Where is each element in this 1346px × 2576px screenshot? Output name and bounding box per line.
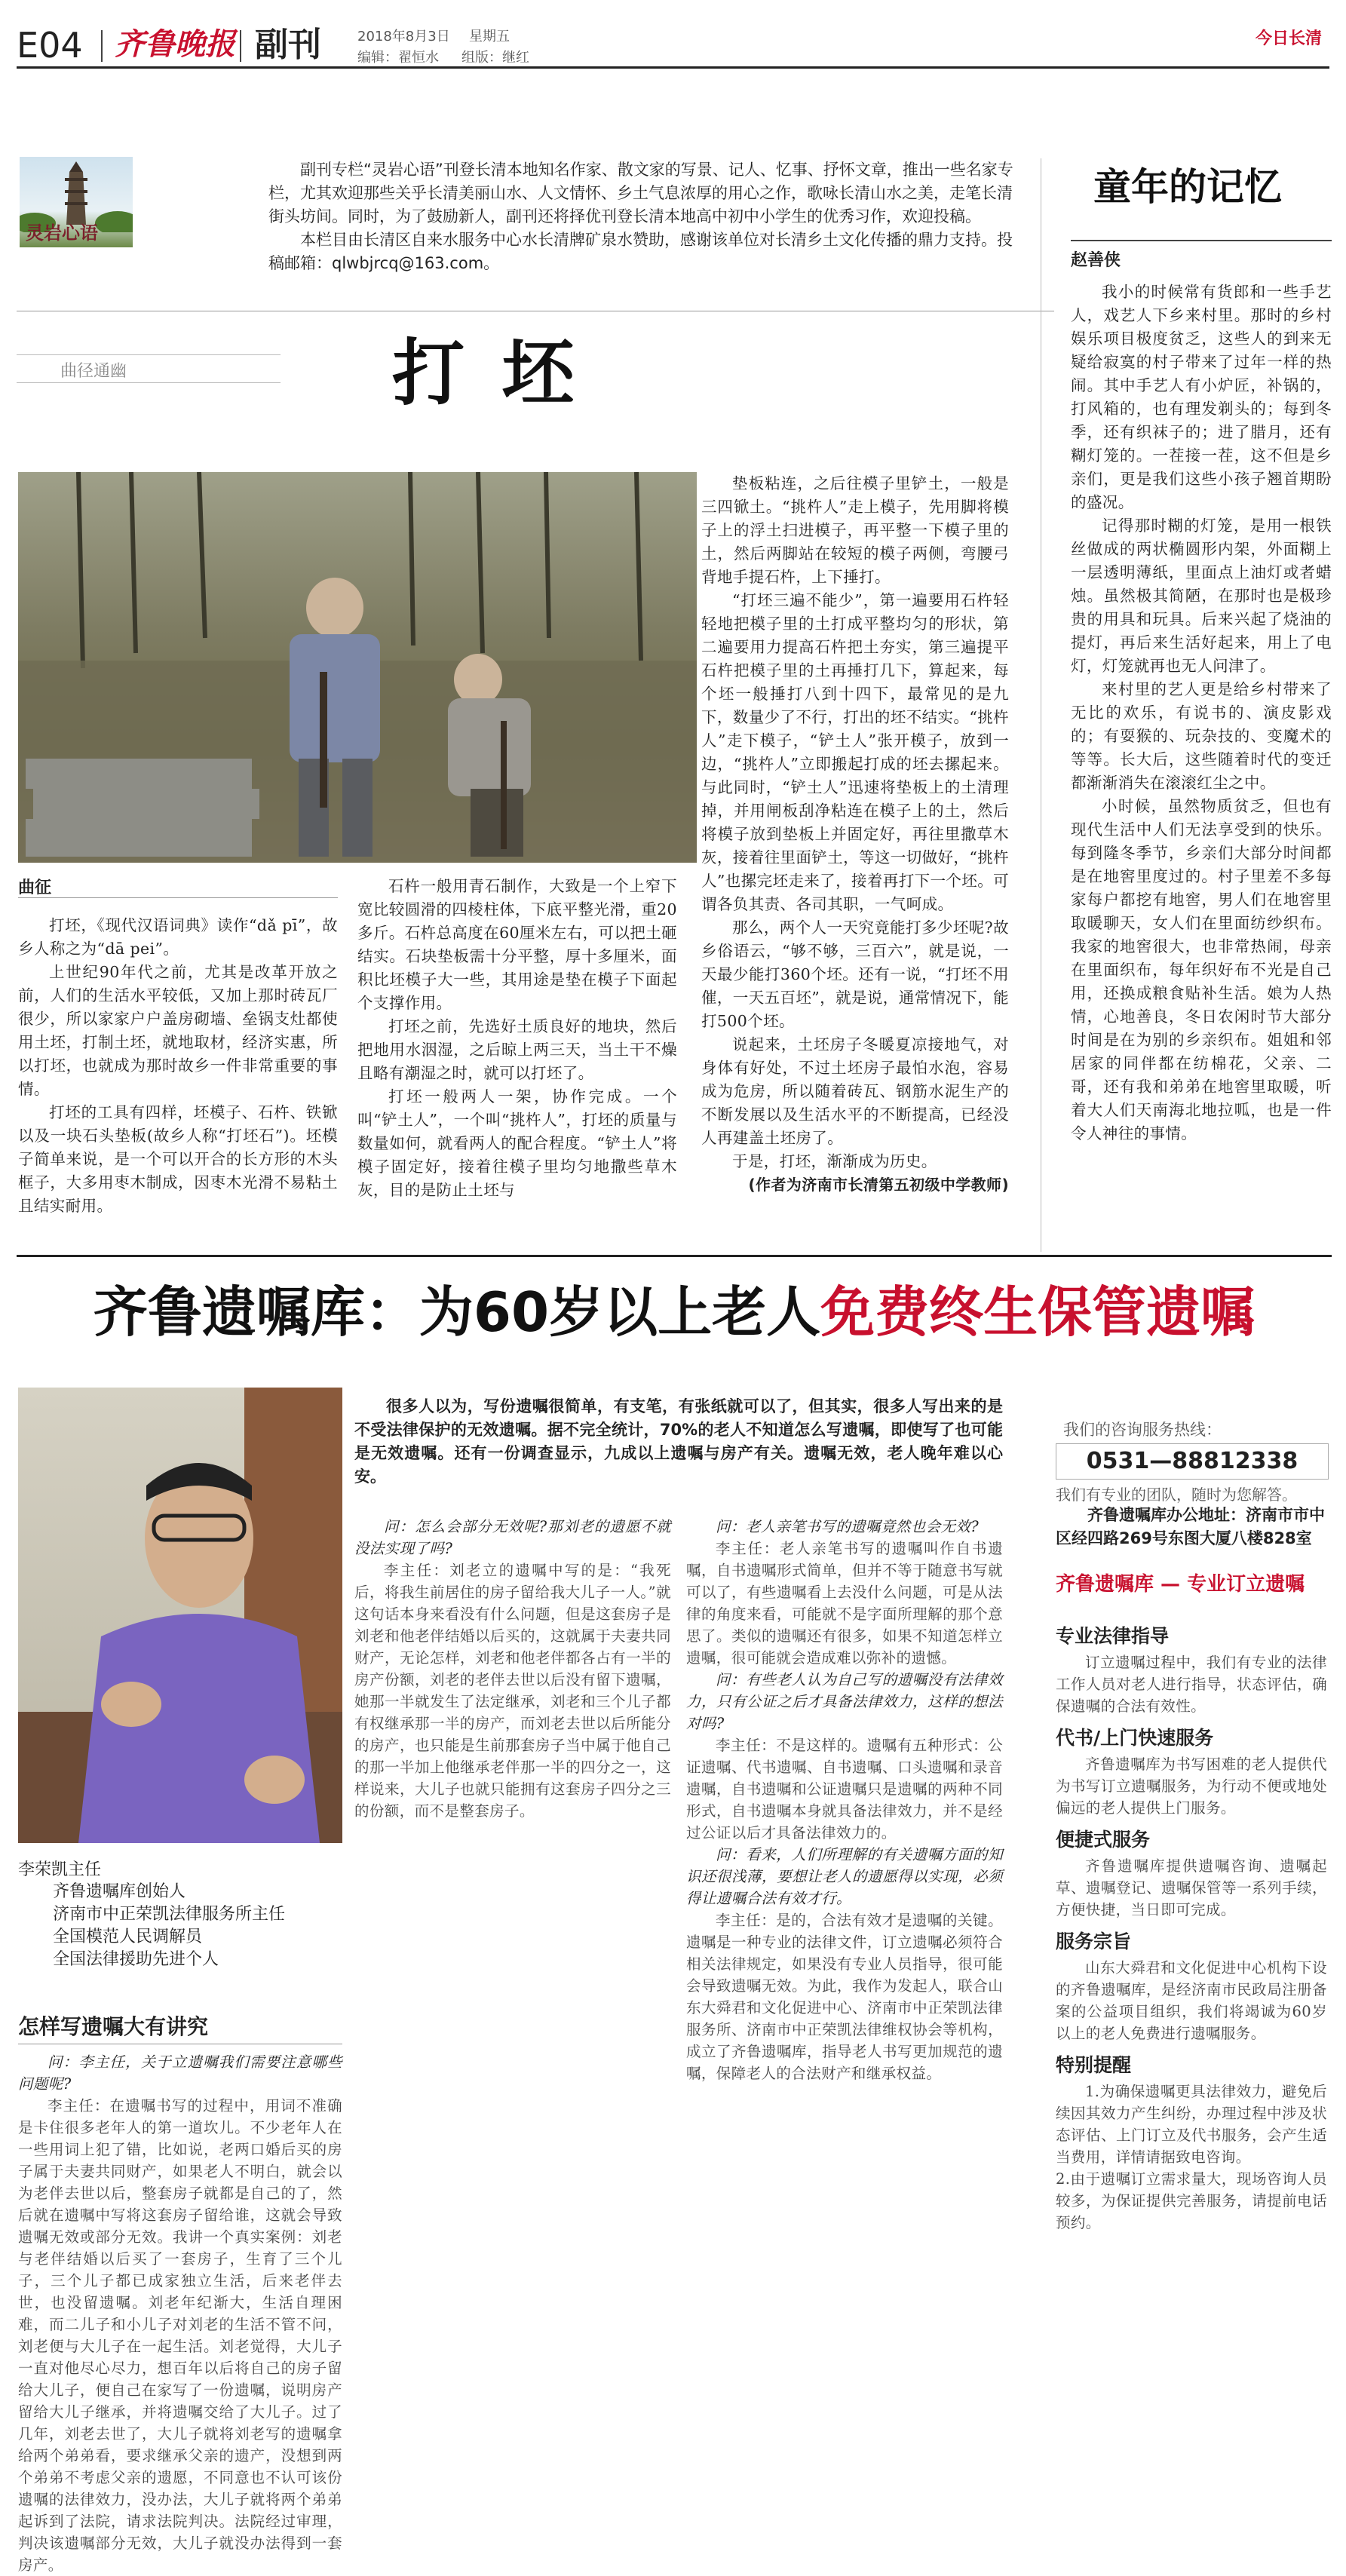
article-col1: [18, 914, 338, 1218]
qa-answer: 李主任：刘老立的遗嘱中写的是：“我死后，将我生前居住的房子留给我大儿子一人。”就这句话本身来看没有什么问题，但是这套房子是刘老和他老伴结婚以后买的，这就属于夫妻共同财产，无论怎样，刘老和他老伴都各占有一半的房产份额，刘老的老伴去世以后没有留下遗嘱，她那一半就发生了法定继承，刘老和三个儿子都有权继承那一半的房产，而刘老去世以后所能分的房产，也只能是生前那套房子当中属于他自己的那一半加上他继承老伴那一半的四分之一，这样说来，大儿子也就只能拥有这套房子四分之三的份额，而不是整套房子。: [354, 1562, 671, 1820]
ad-portrait: [18, 1388, 342, 1843]
col3-p4: 说起来，土坯房子冬暖夏凉接地气，对身体有好处，不过土坯房子最怕水泡，容易成为危房，所以随着砖瓦、钢筋水泥生产的不断发展以及生活水平的不断提高，已经没人再建盖土坯房了。: [701, 1035, 1009, 1147]
office-address: 齐鲁遗嘱库办公地址：济南市市中区经四路269号东图大厦八楼828室: [1056, 1506, 1325, 1547]
photo-illustration: [18, 472, 697, 863]
column-logo: [20, 157, 133, 247]
hotline-number-text: 0531—88812338: [1086, 1448, 1298, 1474]
ad-person-title: 全国法律援助先进个人: [53, 1950, 219, 1969]
column-logo-text: 灵岩心语: [26, 222, 98, 244]
team-note: 我们有专业的团队，随时为您解答。: [1056, 1486, 1297, 1504]
ad-person-title: 济南市中正荣凯法律服务所主任: [53, 1905, 286, 1924]
col1-p1: 打坯，《现代汉语词典》读作“dǎ pī”，故乡人称之为“dā pei”。: [18, 916, 338, 958]
service-title: 服务宗旨: [1056, 1930, 1132, 1952]
service-text: 山东大舜君和文化促进中心机构下设的齐鲁遗嘱库，是经济南市民政局注册备案的公益项目组织，我们将竭诚为60岁以上的老人免费进行遗嘱服务。: [1056, 1959, 1327, 2042]
hotline-intro: 我们的咨询服务热线：: [1063, 1421, 1222, 1439]
ad-slogan: 齐鲁遗嘱库 — 专业订立遗嘱: [1056, 1573, 1305, 1596]
ad-qa-col1: [18, 2051, 342, 2576]
masthead-divider: [101, 30, 103, 62]
col3-p5: 于是，打坯，渐渐成为历史。: [732, 1152, 937, 1170]
service-item: [1056, 1723, 1327, 1819]
article2-title: 童年的记忆: [1093, 165, 1282, 209]
section-name: 副刊: [255, 26, 321, 64]
article2-p4: 小时候，虽然物质贫乏，但也有现代生活中人们无法享受到的快乐。每到隆冬季节，乡亲们大部分时间都是在地窖里度过的。村子里差不多每家每户都挖有地窖，男人们在地窖里取暖聊天，女人们在里面纺纱织布。我家的地窖很大，也非常热闹，母亲在里面织布，每年织好布不光是自己用，还换成粮食贴补生活。娘为人热情，心地善良，冬日农闲时节大部分时间是在为别的乡亲织布。姐姐和邻居家的同伴都在纺棉花，父亲、二哥，还有我和弟弟在地窖里取暖，听着大人们天南海北地拉呱，也是一件令人神往的事情。: [1071, 797, 1332, 1142]
masthead-divider-2: [240, 30, 241, 62]
article2-p3: 来村里的艺人更是给乡村带来了无比的欢乐，有说书的、演皮影戏的；有耍猴的、玩杂技的、变魔术的等等。长大后，这些随着时代的变迁都渐渐消失在滚滚红尘之中。: [1071, 680, 1332, 792]
service-text: 齐鲁遗嘱库提供遗嘱咨询、遗嘱起草、遗嘱登记、遗嘱保管等一系列手续，方便快捷，当日即可完成。: [1056, 1857, 1327, 1918]
article-title: 打 坯: [392, 331, 581, 416]
qa-question: 问：老人亲笔书写的遗嘱竟然也会无效?: [716, 1518, 980, 1535]
service-title: 便捷式服务: [1056, 1829, 1151, 1851]
qa-question: 问：李主任，关于立遗嘱我们需要注意哪些问题呢?: [18, 2053, 342, 2093]
ad-person-title: 齐鲁遗嘱库创始人: [53, 1882, 186, 1901]
section-label-text: 曲径通幽: [60, 362, 127, 381]
ad-headline-part1: 齐鲁遗嘱库：为60岁以上老人: [93, 1280, 821, 1344]
article-col3: [701, 472, 1009, 1196]
issue-weekday: 星期五: [469, 29, 510, 44]
qa-question: 问：有些老人认为自己写的遗嘱没有法律效力，只有公证之后才具备法律效力，这样的想法对吗?: [686, 1671, 1003, 1732]
paper-logo: 齐鲁晚报: [115, 26, 235, 62]
article2-p1: 我小的时候常有货郎和一些手艺人，戏艺人下乡来村里。那时的乡村娱乐项目极度贫乏，这些人的到来无疑给寂寞的村子带来了过年一样的热闹。其中手艺人有小炉匠，补锅的，打风箱的，也有理发剃头的；每到冬季，还有织袜子的；进了腊月，还有糊灯笼的。一茬接一茬，这不但是乡亲们，更是我们这些小孩子翘首期盼的盛况。: [1071, 283, 1332, 511]
ad-person-name: 李荣凯主任: [18, 1860, 102, 1879]
ad-qa-title: 怎样写遗嘱大有讲究: [18, 2014, 209, 2039]
service-item: [1056, 1825, 1327, 1921]
col3-p1: 垫板粘连，之后往模子里铲土，一般是三四锨土。“挑杵人”走上模子，先用脚将模子上的浮土扫进模子，再平整一下模子里的土，然后两脚站在较短的模子两侧，弯腰弓背地手提石杵，上下捶打。: [701, 474, 1009, 586]
column-intro-p1: 副刊专栏“灵岩心语”刊登长清本地知名作家、散文家的写景、记人、忆事、抒怀文章，推出一些名家专栏，尤其欢迎那些关乎长清美丽山水、人文情怀、乡土气息浓厚的用心之作，歌咏长清山水之美，走笔长清街头坊间。同时，为了鼓励新人，副刊还将择优刊登长清本地高中初中小学生的优秀习作，欢迎投稿。: [268, 161, 1013, 225]
col3-p2: “打坯三遍不能少”，第一遍要用石杵轻轻地把模子里的土打成平整均匀的形状，第二遍要用力提高石杵把土夯实，第三遍提平石杵把模子里的土再捶打几下，算起来，每个坯一般捶打八到十四下，最常见的是九下，数量少了不行，打出的坯不结实。“挑杵人”走下模子，“铲土人”张开模子，放到一边，“挑杵人”立即搬起打成的坯去摞起来。与此同时，“铲土人”迅速将垫板上的土清理掉，并用闸板刮净粘连在模子上的土，然后将模子放到垫板上并固定好，再往里撒草木灰，接着往里面铲土，等这一切做好，“挑杵人”也摞完坯走来了，接着再打下一个坯。可谓各负其责、各司其职，一气呵成。: [701, 591, 1009, 913]
service-text: 订立遗嘱过程中，我们有专业的法律工作人员对老人进行指导，状态评估，确保遗嘱的合法有效性。: [1056, 1654, 1327, 1715]
qa-answer: 李主任：在遗嘱书写的过程中，用词不准确是卡住很多老年人的第一道坎儿。不少老年人在一些用词上犯了错，比如说，老两口婚后买的房子属于夫妻共同财产，如果老人不明白，就会以为老伴去世以后，整套房子就都是自己的了，然后就在遗嘱中写将这套房子留给谁，这就会导致遗嘱无效或部分无效。我讲一个真实案例：刘老与老伴结婚以后买了一套房子，生育了三个儿子，三个儿子都已成家独立生活，后来老伴去世，也没留遗嘱。刘老年纪渐大，生活自理困难，而二儿子和小儿子对刘老的生活不管不问，刘老便与大儿子在一起生活。刘老觉得，大儿子一直对他尽心尽力，想百年以后将自己的房子留给大儿子，便自己在家写了一份遗嘱，说明房产留给大儿子继承，并将遗嘱交给了大儿子。过了几年，刘老去世了，大儿子就将刘老写的遗嘱拿给两个弟弟看，要求继承父亲的遗产，没想到两个弟弟不考虑父亲的遗愿，不同意也不认可该份遗嘱的法律效力，没办法，大儿子就将两个弟弟起诉到了法院，请求法院判决。法院经过审理，判决该遗嘱部分无效，大儿子就没办法得到一套房产。: [18, 2097, 342, 2574]
service-title: 特别提醒: [1056, 2054, 1132, 2076]
col2-p1: 石杵一般用青石制作，大致是一个上窄下宽比较圆滑的四棱柱体，下底平整光滑，重20多斤。石杵总高度在60厘米左右，可以把土砸结实。石块垫板需十分平整，厚十多厘米，面积比坯模子大一些，其用途是垫在模子下面起个支撑作用。: [357, 877, 677, 1012]
column-intro-p2: 本栏目由长清区自来水服务中心水长清牌矿泉水赞助，感谢该单位对长清乡土文化传播的鼎力支持。投稿邮箱：qlwbjrcq@163.com。: [268, 231, 1013, 272]
col2-p2: 打坯之前，先选好土质良好的地块，然后把地用水洇湿，之后晾上两三天，当土干不燥且略有潮湿之时，就可以打坯了。: [357, 1017, 677, 1082]
service-title: 专业法律指导: [1056, 1625, 1170, 1647]
ad-lead: 很多人以为，写份遗嘱很简单，有支笔，有张纸就可以了，但其实，很多人写出来的是不受法律保护的无效遗嘱。据不完全统计，70%的老人不知道怎么写遗嘱，即使写了也可能是无效遗嘱。还有一份调查显示，九成以上遗嘱与房产有关。遗嘱无效，老人晚年难以心安。: [354, 1397, 1003, 1486]
ad-qa-col3: [686, 1516, 1003, 2084]
issue-date: 2018年8月3日: [357, 29, 450, 44]
qa-answer: 李主任：老人亲笔书写的遗嘱叫作自书遗嘱，自书遗嘱形式简单，但并不等于随意书写就可以了，有些遗嘱看上去没什么问题，可是从法律的角度来看，可能就不是字面所理解的那个意思了。类似的遗嘱还有很多，如果不知道怎样立遗嘱，很可能就会造成难以弥补的遗憾。: [686, 1540, 1003, 1667]
services-list: [1056, 1621, 1327, 2234]
header-rule: [17, 66, 1329, 69]
author-rule: [18, 897, 338, 898]
col2-p3: 打坯一般两人一架，协作完成。一个叫“铲土人”，一个叫“挑杵人”，打坯的质量与数量如何，就看两人的配合程度。“铲土人”将模子固定好，接着往模子里均匀地撒些草木灰，目的是防止土坯与: [357, 1087, 677, 1199]
hotline-number[interactable]: [1056, 1443, 1329, 1480]
article2-body: [1071, 281, 1332, 1145]
qa-question: 问：怎么会部分无效呢?那刘老的遗愿不就没法实现了吗?: [354, 1518, 671, 1557]
service-text: 1.为确保遗嘱更具法律效力，避免后续因其效力产生纠纷，办理过程中涉及状态评估、上门订立及代书服务，会产生适当费用，详情请据致电咨询。 2.由于遗嘱订立需求量大，现场咨询人员较多，为保证提供完善服务，请提前电话预约。: [1056, 2083, 1327, 2231]
layout-credit: 组版：继红: [461, 50, 529, 66]
ad-person-title: 全国模范人民调解员: [53, 1927, 203, 1946]
portrait-illustration: [18, 1388, 342, 1843]
section-label: [17, 354, 281, 383]
author-note: (作者为济南市长清第五初级中学教师): [748, 1176, 1009, 1194]
article2-author: 赵善侠: [1071, 251, 1121, 270]
article-photo: [18, 472, 697, 863]
col3-p3: 那么，两个人一天究竟能打多少坯呢?故乡俗语云，“够不够，三百六”，就是说，一天最少能打360个坯。还有一说，“打坯不用催，一天五百坯”，就是说，通常情况下，能打500个坯。: [701, 918, 1009, 1030]
qa-answer: 李主任：是的，合法有效才是遗嘱的关键。遗嘱是一种专业的法律文件，订立遗嘱必须符合相关法律规定，如果没有专业人员指导，很可能会导致遗嘱无效。为此，我作为发起人，联合山东大舜君和文化促进中心、济南市中正荣凯法律服务所、济南市中正荣凯法律维权协会等机构，成立了齐鲁遗嘱库，指导老人书写更加规范的遗嘱，保障老人的合法财产和继承权益。: [686, 1912, 1003, 2082]
service-title: 代书/上门快速服务: [1056, 1727, 1214, 1749]
ad-top-rule: [17, 1255, 1332, 1257]
qa-question: 问：看来，人们所理解的有关遗嘱方面的知识还很浅薄，要想让老人的遗愿得以实现，必须得让遗嘱合法有效才行。: [686, 1846, 1003, 1907]
col1-p3: 打坯的工具有四样，坯模子、石杵、铁锨以及一块石头垫板(故乡人称“打坯石”)。坯模子简单来说，是一个可以开合的长方形的木头框子，大多用枣木制成，因枣木光滑不易粘土且结实耐用。: [18, 1103, 338, 1215]
article2-p2: 记得那时糊的灯笼，是用一根铁丝做成的两状椭圆形内架，外面糊上一层透明薄纸，里面点上油灯或者蜡烛。虽然极其简陋，在那时也是极珍贵的用具和玩具。后来兴起了烧油的提灯，再后来生活好起来，用上了电灯，灯笼就再也无人问津了。: [1071, 517, 1332, 675]
article-col2: [357, 875, 677, 1202]
ad-headline-part2: 免费终生保管遗嘱: [820, 1280, 1256, 1344]
service-text: 齐鲁遗嘱库为书写困难的老人提供代为书写订立遗嘱服务，为行动不便或地处偏远的老人提供上门服务。: [1056, 1756, 1327, 1817]
qa-answer: 李主任：不是这样的。遗嘱有五种形式：公证遗嘱、代书遗嘱、自书遗嘱、口头遗嘱和录音遗嘱，自书遗嘱和公证遗嘱只是遗嘱的两种不同形式，自书遗嘱本身就具备法律效力，并不是经过公证以后才具备法律效力的。: [686, 1737, 1003, 1842]
column-intro-text: [268, 158, 1023, 275]
ad-qa-col2: [354, 1516, 671, 1822]
col1-p2: 上世纪90年代之前，尤其是改革开放之前，人们的生活水平较低，又加上那时砖瓦厂很少，所以家家户户盖房砌墙、垒锅支灶都使用土坯，打制土坯，就地取材，经济实惠，所以打坯，也就成为那时故乡一件非常重要的事情。: [18, 963, 338, 1098]
page-number: E04: [17, 25, 83, 66]
edition-label: 今日长清: [1255, 29, 1322, 48]
service-item: [1056, 2050, 1327, 2234]
article2-rule: [1071, 240, 1332, 241]
article-author: 曲征: [18, 879, 52, 897]
editor-credit: 编辑：翟恒水: [357, 50, 439, 66]
service-item: [1056, 1621, 1327, 1717]
ad-person-titles: [53, 1881, 285, 1971]
ad-headline: [17, 1274, 1332, 1350]
service-item: [1056, 1927, 1327, 2044]
